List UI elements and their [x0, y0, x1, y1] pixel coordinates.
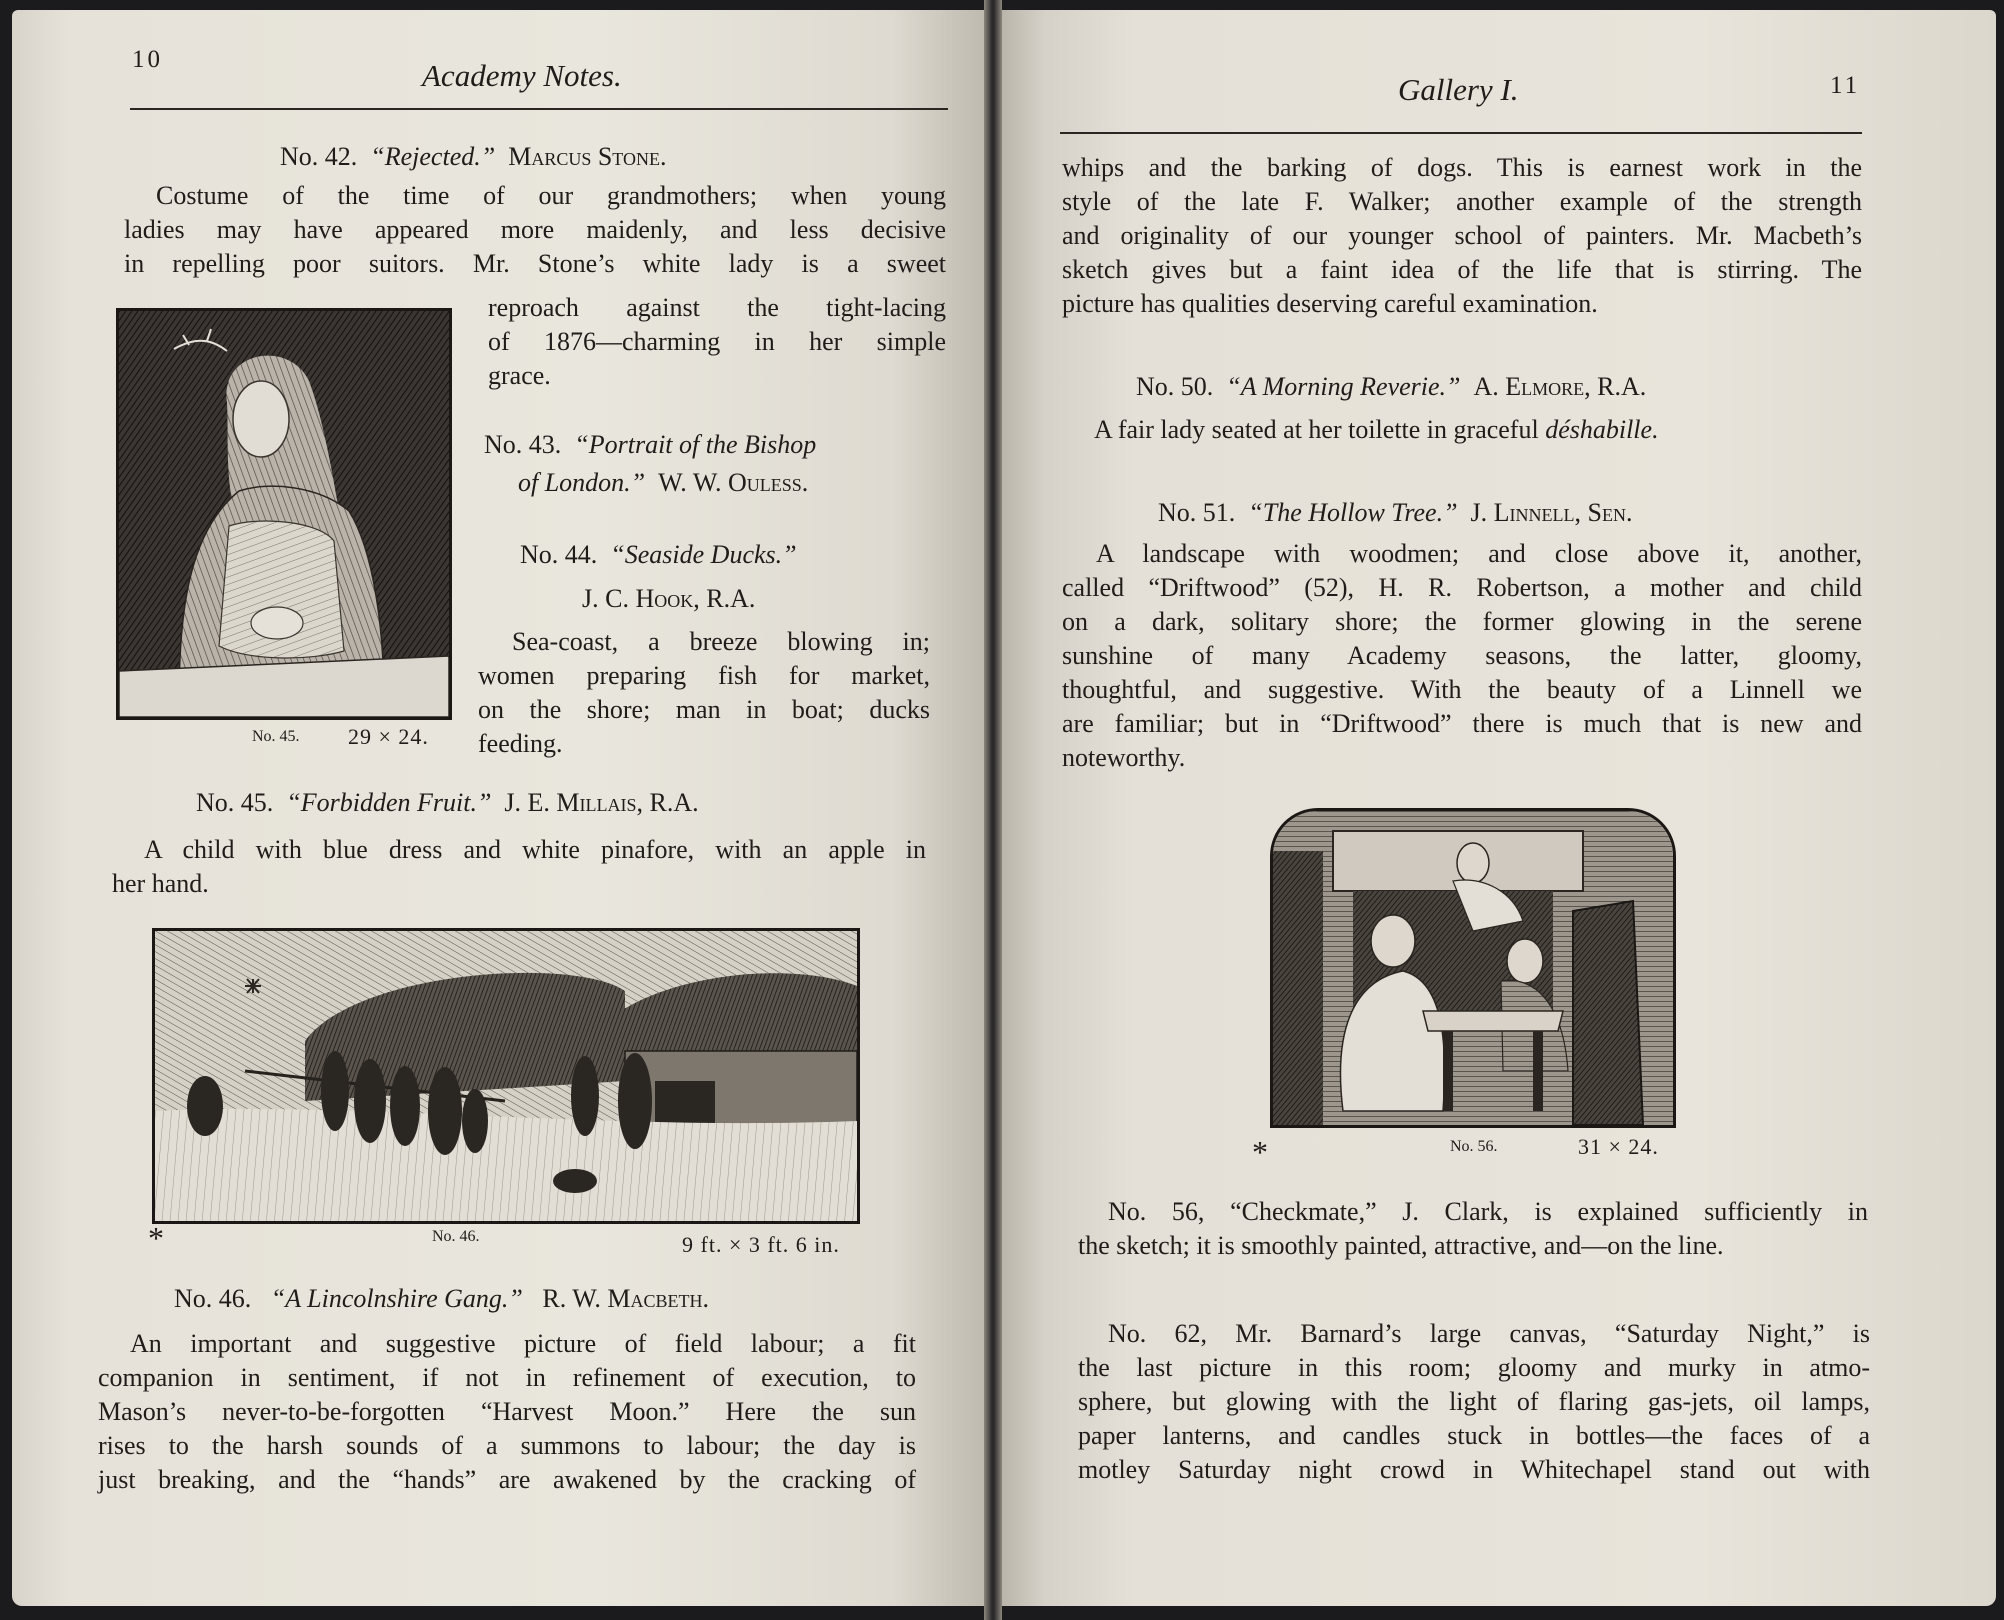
- entry-heading-43-cont: of London.” W. W. Ouless.: [518, 468, 809, 497]
- figure-caption: No. 56.: [1450, 1138, 1498, 1155]
- text-line: feeding.: [478, 729, 563, 758]
- text-line: reproach against the tight-lacing: [488, 293, 946, 322]
- entry-heading-51: No. 51. “The Hollow Tree.” J. Linnell, Sen.: [1158, 498, 1633, 527]
- text-line: Mason’s never-to-be-forgotten “Harvest Moon.” Here the sun: [98, 1397, 916, 1426]
- text-line: ladies may have appeared more maidenly, and less decisive: [124, 215, 946, 244]
- header-rule: [1060, 132, 1862, 134]
- right-page: [994, 10, 1996, 1606]
- text-line: No. 56, “Checkmate,” J. Clark, is explained sufficiently in: [1108, 1197, 1868, 1226]
- text-line: thoughtful, and suggestive. With the beauty of a Linnell we: [1062, 675, 1862, 704]
- text-line: Sea-coast, a breeze blowing in;: [512, 627, 930, 656]
- text-line: A child with blue dress and white pinafore, with an apple in: [144, 835, 926, 864]
- figure-caption: No. 45.: [252, 728, 300, 745]
- text-line: noteworthy.: [1062, 743, 1186, 772]
- text-line: Costume of the time of our grandmothers; when young: [156, 181, 946, 210]
- running-head: Academy Notes.: [422, 58, 622, 93]
- text-line: style of the late F. Walker; another example of the strength: [1062, 187, 1862, 216]
- text-line: picture has qualities deserving careful examination.: [1062, 289, 1598, 318]
- page-number: 11: [1830, 72, 1861, 99]
- text-line: are familiar; but in “Driftwood” there is much that is new and: [1062, 709, 1862, 738]
- engraving-girl-portrait: [116, 308, 452, 720]
- entry-artist-44: J. C. Hook, R.A.: [582, 584, 756, 613]
- text-line: called “Driftwood” (52), H. R. Robertson, a mother and child: [1062, 573, 1862, 602]
- entry-heading-50: No. 50. “A Morning Reverie.” A. Elmore, R.A.: [1136, 372, 1647, 401]
- text-line: her hand.: [112, 869, 209, 898]
- entry-heading-43: No. 43. “Portrait of the Bishop: [484, 430, 817, 459]
- text-line: rises to the harsh sounds of a summons to labour; the day is: [98, 1431, 916, 1460]
- entry-heading-46: No. 46. “A Lincolnshire Gang.” R. W. Macbeth.: [174, 1284, 710, 1313]
- text-line: just breaking, and the “hands” are awakened by the cracking of: [98, 1465, 916, 1494]
- text-line: and originality of our younger school of painters. Mr. Macbeth’s: [1062, 221, 1862, 250]
- text-line: the sketch; it is smoothly painted, attractive, and—on the line.: [1078, 1231, 1724, 1260]
- text-line: sphere, but glowing with the light of flaring gas-jets, oil lamps,: [1078, 1387, 1870, 1416]
- text-line: on the shore; man in boat; ducks: [478, 695, 930, 724]
- text-line: whips and the barking of dogs. This is earnest work in the: [1062, 153, 1862, 182]
- text-line: A landscape with woodmen; and close above it, another,: [1096, 539, 1862, 568]
- text-line: the last picture in this room; gloomy and murky in atmo-: [1078, 1353, 1870, 1382]
- engraving-lincolnshire-gang: [152, 928, 860, 1224]
- engraving-checkmate: [1270, 808, 1676, 1128]
- text-line: paper lanterns, and candles stuck in bottles—the faces of a: [1078, 1421, 1870, 1450]
- text-line: women preparing fish for market,: [478, 661, 930, 690]
- text-line: No. 62, Mr. Barnard’s large canvas, “Saturday Night,” is: [1108, 1319, 1870, 1348]
- text-line: grace.: [488, 361, 551, 390]
- text-line: companion in sentiment, if not in refinement of execution, to: [98, 1363, 916, 1392]
- figure-dimensions: 9 ft. × 3 ft. 6 in.: [682, 1232, 840, 1257]
- text-line: of 1876—charming in her simple: [488, 327, 946, 356]
- asterisk-marker: *: [148, 1220, 164, 1256]
- text-line: An important and suggestive picture of field labour; a fit: [130, 1329, 916, 1358]
- text-line: in repelling poor suitors. Mr. Stone’s white lady is a sweet: [124, 249, 946, 278]
- text-line: sketch gives but a faint idea of the life that is stirring. The: [1062, 255, 1862, 284]
- header-rule: [130, 108, 948, 110]
- text-line: sunshine of many Academy seasons, the latter, gloomy,: [1062, 641, 1862, 670]
- left-page: [12, 10, 990, 1606]
- entry-heading-45: No. 45. “Forbidden Fruit.” J. E. Millais, R.A.: [196, 788, 699, 817]
- entry-heading-42: No. 42. “Rejected.” Marcus Stone.: [280, 142, 667, 171]
- figure-dimensions: 29 × 24.: [348, 724, 429, 749]
- figure-dimensions: 31 × 24.: [1578, 1134, 1659, 1159]
- page-number: 10: [132, 46, 163, 73]
- running-head: Gallery I.: [1398, 72, 1519, 107]
- text-line: motley Saturday night crowd in Whitechapel stand out with: [1078, 1455, 1870, 1484]
- text-line: on a dark, solitary shore; the former glowing in the serene: [1062, 607, 1862, 636]
- book-gutter: [984, 0, 1002, 1620]
- entry-heading-44: No. 44. “Seaside Ducks.”: [520, 540, 797, 569]
- figure-caption: No. 46.: [432, 1228, 480, 1245]
- text-line: A fair lady seated at her toilette in graceful déshabille.: [1094, 415, 1659, 444]
- asterisk-marker: *: [1252, 1134, 1268, 1170]
